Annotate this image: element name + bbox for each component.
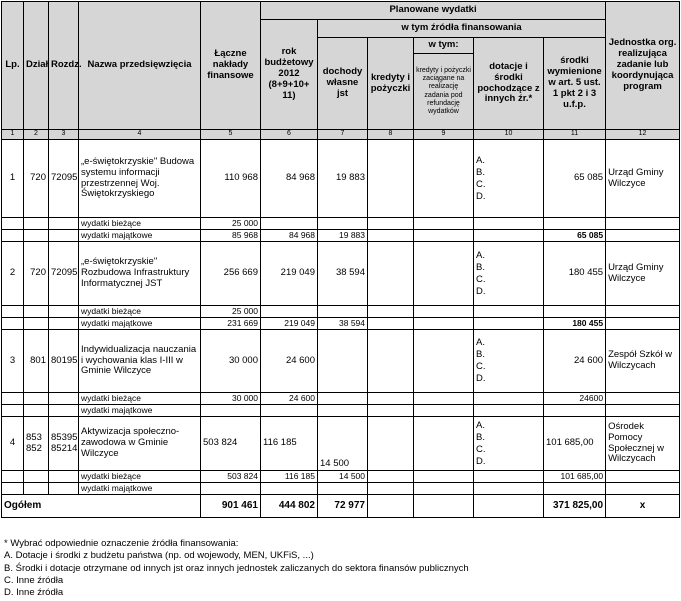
source-b: B.: [476, 349, 485, 360]
row-jednostka: Urząd Gminy Wilczyce: [606, 140, 680, 218]
biezace-laczne: 503 824: [201, 471, 261, 483]
footnote-intro: * Wybrać odpowiednie oznaczenie źródła finansowania:: [4, 538, 239, 549]
row-laczne: 256 669: [201, 242, 261, 306]
row-lp: 1: [2, 140, 24, 218]
label-majatkowe: wydatki majątkowe: [79, 405, 201, 417]
biezace-srodki: 24600: [544, 393, 606, 405]
col-number: 1: [2, 130, 24, 140]
header-dotacje: dotacje i środki pochodzące z innych źr.*: [474, 38, 544, 130]
header-jednostka: Jednostka org. realizująca zadanie lub koordynująca program: [606, 2, 680, 130]
col-number: 7: [318, 130, 368, 140]
row-dochody: 14 500: [318, 417, 368, 471]
header-nazwa: Nazwa przedsięwzięcia: [79, 2, 201, 130]
majatkowe-srodki: 65 085: [544, 230, 606, 242]
majatkowe-rok: 219 049: [261, 318, 318, 330]
sub-row-majatkowe: [2, 318, 680, 330]
row-laczne: 30 000: [201, 330, 261, 393]
majatkowe-laczne: [201, 483, 261, 495]
row-dzial: 801: [24, 330, 49, 393]
source-d: D.: [476, 285, 486, 297]
total-dochody: 72 977: [318, 495, 368, 518]
table-row: [2, 242, 680, 306]
label-majatkowe: wydatki majątkowe: [79, 483, 201, 495]
row-nazwa: Aktywizacja społeczno-zawodowa w Gminie Wilczyce: [79, 417, 201, 471]
label-biezace: wydatki bieżące: [79, 393, 201, 405]
footnote-d: D. Inne źródła: [4, 587, 64, 599]
header-rok: rok budżetowy 2012 (8+9+10+ 11): [261, 20, 318, 130]
row-laczne: 110 968: [201, 140, 261, 218]
footnotes: [4, 538, 469, 599]
source-d: D.: [476, 373, 486, 384]
total-rok: 444 802: [261, 495, 318, 518]
col-number: 2: [24, 130, 49, 140]
col-number: 6: [261, 130, 318, 140]
table-row: [2, 330, 680, 393]
label-biezace: wydatki bieżące: [79, 471, 201, 483]
investment-table: [1, 1, 680, 518]
row-jednostka: Zespół Szkół w Wilczycach: [606, 330, 680, 393]
majatkowe-laczne: 85 968: [201, 230, 261, 242]
biezace-dochody: [318, 218, 368, 230]
row-rok: 24 600: [261, 330, 318, 393]
row-rok: 219 049: [261, 242, 318, 306]
row-dotacje: [474, 330, 544, 393]
source-b: B.: [476, 431, 485, 443]
header-lp: Lp.: [2, 2, 24, 130]
biezace-rok: [261, 306, 318, 318]
majatkowe-rok: 84 968: [261, 230, 318, 242]
total-row: [2, 495, 680, 518]
row-rozdz: 72095: [49, 242, 79, 306]
col-number: 12: [606, 130, 680, 140]
source-a: A.: [476, 419, 485, 431]
majatkowe-rok: [261, 483, 318, 495]
majatkowe-dochody: 19 883: [318, 230, 368, 242]
row-kredyty-refund: [414, 417, 474, 471]
row-dochody: [318, 330, 368, 393]
source-d: D.: [476, 455, 486, 467]
majatkowe-srodki: [544, 405, 606, 417]
row-kredyty: [368, 417, 414, 471]
column-numbers-row: [2, 130, 680, 140]
sub-row-biezace: [2, 218, 680, 230]
row-kredyty: [368, 242, 414, 306]
biezace-dochody: [318, 393, 368, 405]
biezace-rok: 24 600: [261, 393, 318, 405]
biezace-rok: 116 185: [261, 471, 318, 483]
sub-row-majatkowe: [2, 483, 680, 495]
row-dzial: 720: [24, 140, 49, 218]
sub-row-biezace: [2, 306, 680, 318]
label-majatkowe: wydatki majątkowe: [79, 318, 201, 330]
header-planowane: Planowane wydatki: [261, 2, 606, 20]
row-dotacje: [474, 140, 544, 218]
source-a: A.: [476, 249, 485, 261]
row-dotacje: [474, 242, 544, 306]
majatkowe-srodki: 180 455: [544, 318, 606, 330]
row-rozdz: 85395 85214: [49, 417, 79, 471]
col-number: 9: [414, 130, 474, 140]
row-laczne: 503 824: [201, 417, 261, 471]
col-number: 8: [368, 130, 414, 140]
sub-row-biezace: [2, 471, 680, 483]
row-nazwa: Indywidualizacja nauczania i wychowania klas I-III w Gminie Wilczyce: [79, 330, 201, 393]
source-c: C.: [476, 178, 486, 190]
biezace-dochody: 14 500: [318, 471, 368, 483]
row-kredyty-refund: [414, 330, 474, 393]
biezace-srodki: 101 685,00: [544, 471, 606, 483]
sub-row-majatkowe: [2, 230, 680, 242]
sub-row-majatkowe: [2, 405, 680, 417]
header-kredyty: kredyty i pożyczki: [368, 38, 414, 130]
biezace-laczne: 25 000: [201, 306, 261, 318]
row-rozdz: 72095: [49, 140, 79, 218]
col-number: 11: [544, 130, 606, 140]
header-srodki: środki wymienione w art. 5 ust. 1 pkt 2 i 3 u.f.p.: [544, 38, 606, 130]
row-jednostka: Ośrodek Pomocy Społecznej w Wilczycach: [606, 417, 680, 471]
label-biezace: wydatki bieżące: [79, 306, 201, 318]
biezace-srodki: [544, 218, 606, 230]
col-number: 5: [201, 130, 261, 140]
majatkowe-rok: [261, 405, 318, 417]
source-d: D.: [476, 190, 486, 202]
row-nazwa: „e-świętokrzyskie" Budowa systemu informacji przestrzennej Woj. Świętokrzyskiego: [79, 140, 201, 218]
source-b: B.: [476, 261, 485, 273]
row-lp: 4: [2, 417, 24, 471]
source-c: C.: [476, 361, 486, 372]
row-dochody: 38 594: [318, 242, 368, 306]
total-label: Ogółem: [2, 495, 201, 518]
majatkowe-dochody: [318, 405, 368, 417]
sub-row-biezace: [2, 393, 680, 405]
row-lp: 2: [2, 242, 24, 306]
row-dzial: 720: [24, 242, 49, 306]
row-srodki: 180 455: [544, 242, 606, 306]
footnote-c: C. Inne źródła: [4, 574, 64, 586]
total-jednostka: x: [606, 495, 680, 518]
row-srodki: 65 085: [544, 140, 606, 218]
majatkowe-laczne: 231 669: [201, 318, 261, 330]
majatkowe-dochody: [318, 483, 368, 495]
total-srodki: 371 825,00: [544, 495, 606, 518]
header-dochody: dochody własne jst: [318, 38, 368, 130]
row-rok: 116 185: [261, 417, 318, 471]
label-majatkowe: wydatki majątkowe: [79, 230, 201, 242]
row-dzial: 853 852: [24, 417, 49, 471]
row-nazwa: „e-świętokrzyskie" Rozbudowa Infrastruktury Informatycznej JST: [79, 242, 201, 306]
footnote-b: B. Środki i dotacje otrzymane od innych jst oraz innych jednostek zaliczanych do sektora finansów publicznych: [4, 562, 469, 574]
row-kredyty-refund: [414, 242, 474, 306]
header-w-tym: w tym:: [414, 38, 474, 54]
biezace-laczne: 30 000: [201, 393, 261, 405]
row-srodki: 24 600: [544, 330, 606, 393]
row-srodki: 101 685,00: [544, 417, 606, 471]
col-number: 4: [79, 130, 201, 140]
footnote-a: A. Dotacje i środki z budżetu państwa (np. od wojewody, MEN, UKFiS, ...): [4, 550, 314, 562]
col-number: 10: [474, 130, 544, 140]
total-laczne: 901 461: [201, 495, 261, 518]
row-kredyty: [368, 140, 414, 218]
biezace-rok: [261, 218, 318, 230]
biezace-srodki: [544, 306, 606, 318]
header-dzial: Dział: [24, 2, 49, 130]
table-row: [2, 140, 680, 218]
biezace-dochody: [318, 306, 368, 318]
source-a: A.: [476, 337, 485, 348]
majatkowe-laczne: [201, 405, 261, 417]
table-row: [2, 417, 680, 471]
col-number: 3: [49, 130, 79, 140]
header-w-tym-zrodla: w tym źródła finansowania: [318, 20, 606, 38]
row-kredyty-refund: [414, 140, 474, 218]
header-kredyty-refundacja: kredyty i pożyczki zaciągane na realizację zadania pod refundację wydatków: [414, 54, 474, 130]
row-jednostka: Urząd Gminy Wilczyce: [606, 242, 680, 306]
header-laczne: Łączne nakłady finansowe: [201, 2, 261, 130]
majatkowe-srodki: [544, 483, 606, 495]
source-b: B.: [476, 166, 485, 178]
row-lp: 3: [2, 330, 24, 393]
row-dochody: 19 883: [318, 140, 368, 218]
label-biezace: wydatki bieżące: [79, 218, 201, 230]
row-rok: 84 968: [261, 140, 318, 218]
row-rozdz: 80195: [49, 330, 79, 393]
row-kredyty: [368, 330, 414, 393]
source-c: C.: [476, 273, 486, 285]
header-rozdz: Rozdz.: [49, 2, 79, 130]
source-a: A.: [476, 154, 485, 166]
biezace-laczne: 25 000: [201, 218, 261, 230]
row-dotacje: [474, 417, 544, 471]
majatkowe-dochody: 38 594: [318, 318, 368, 330]
source-c: C.: [476, 443, 486, 455]
